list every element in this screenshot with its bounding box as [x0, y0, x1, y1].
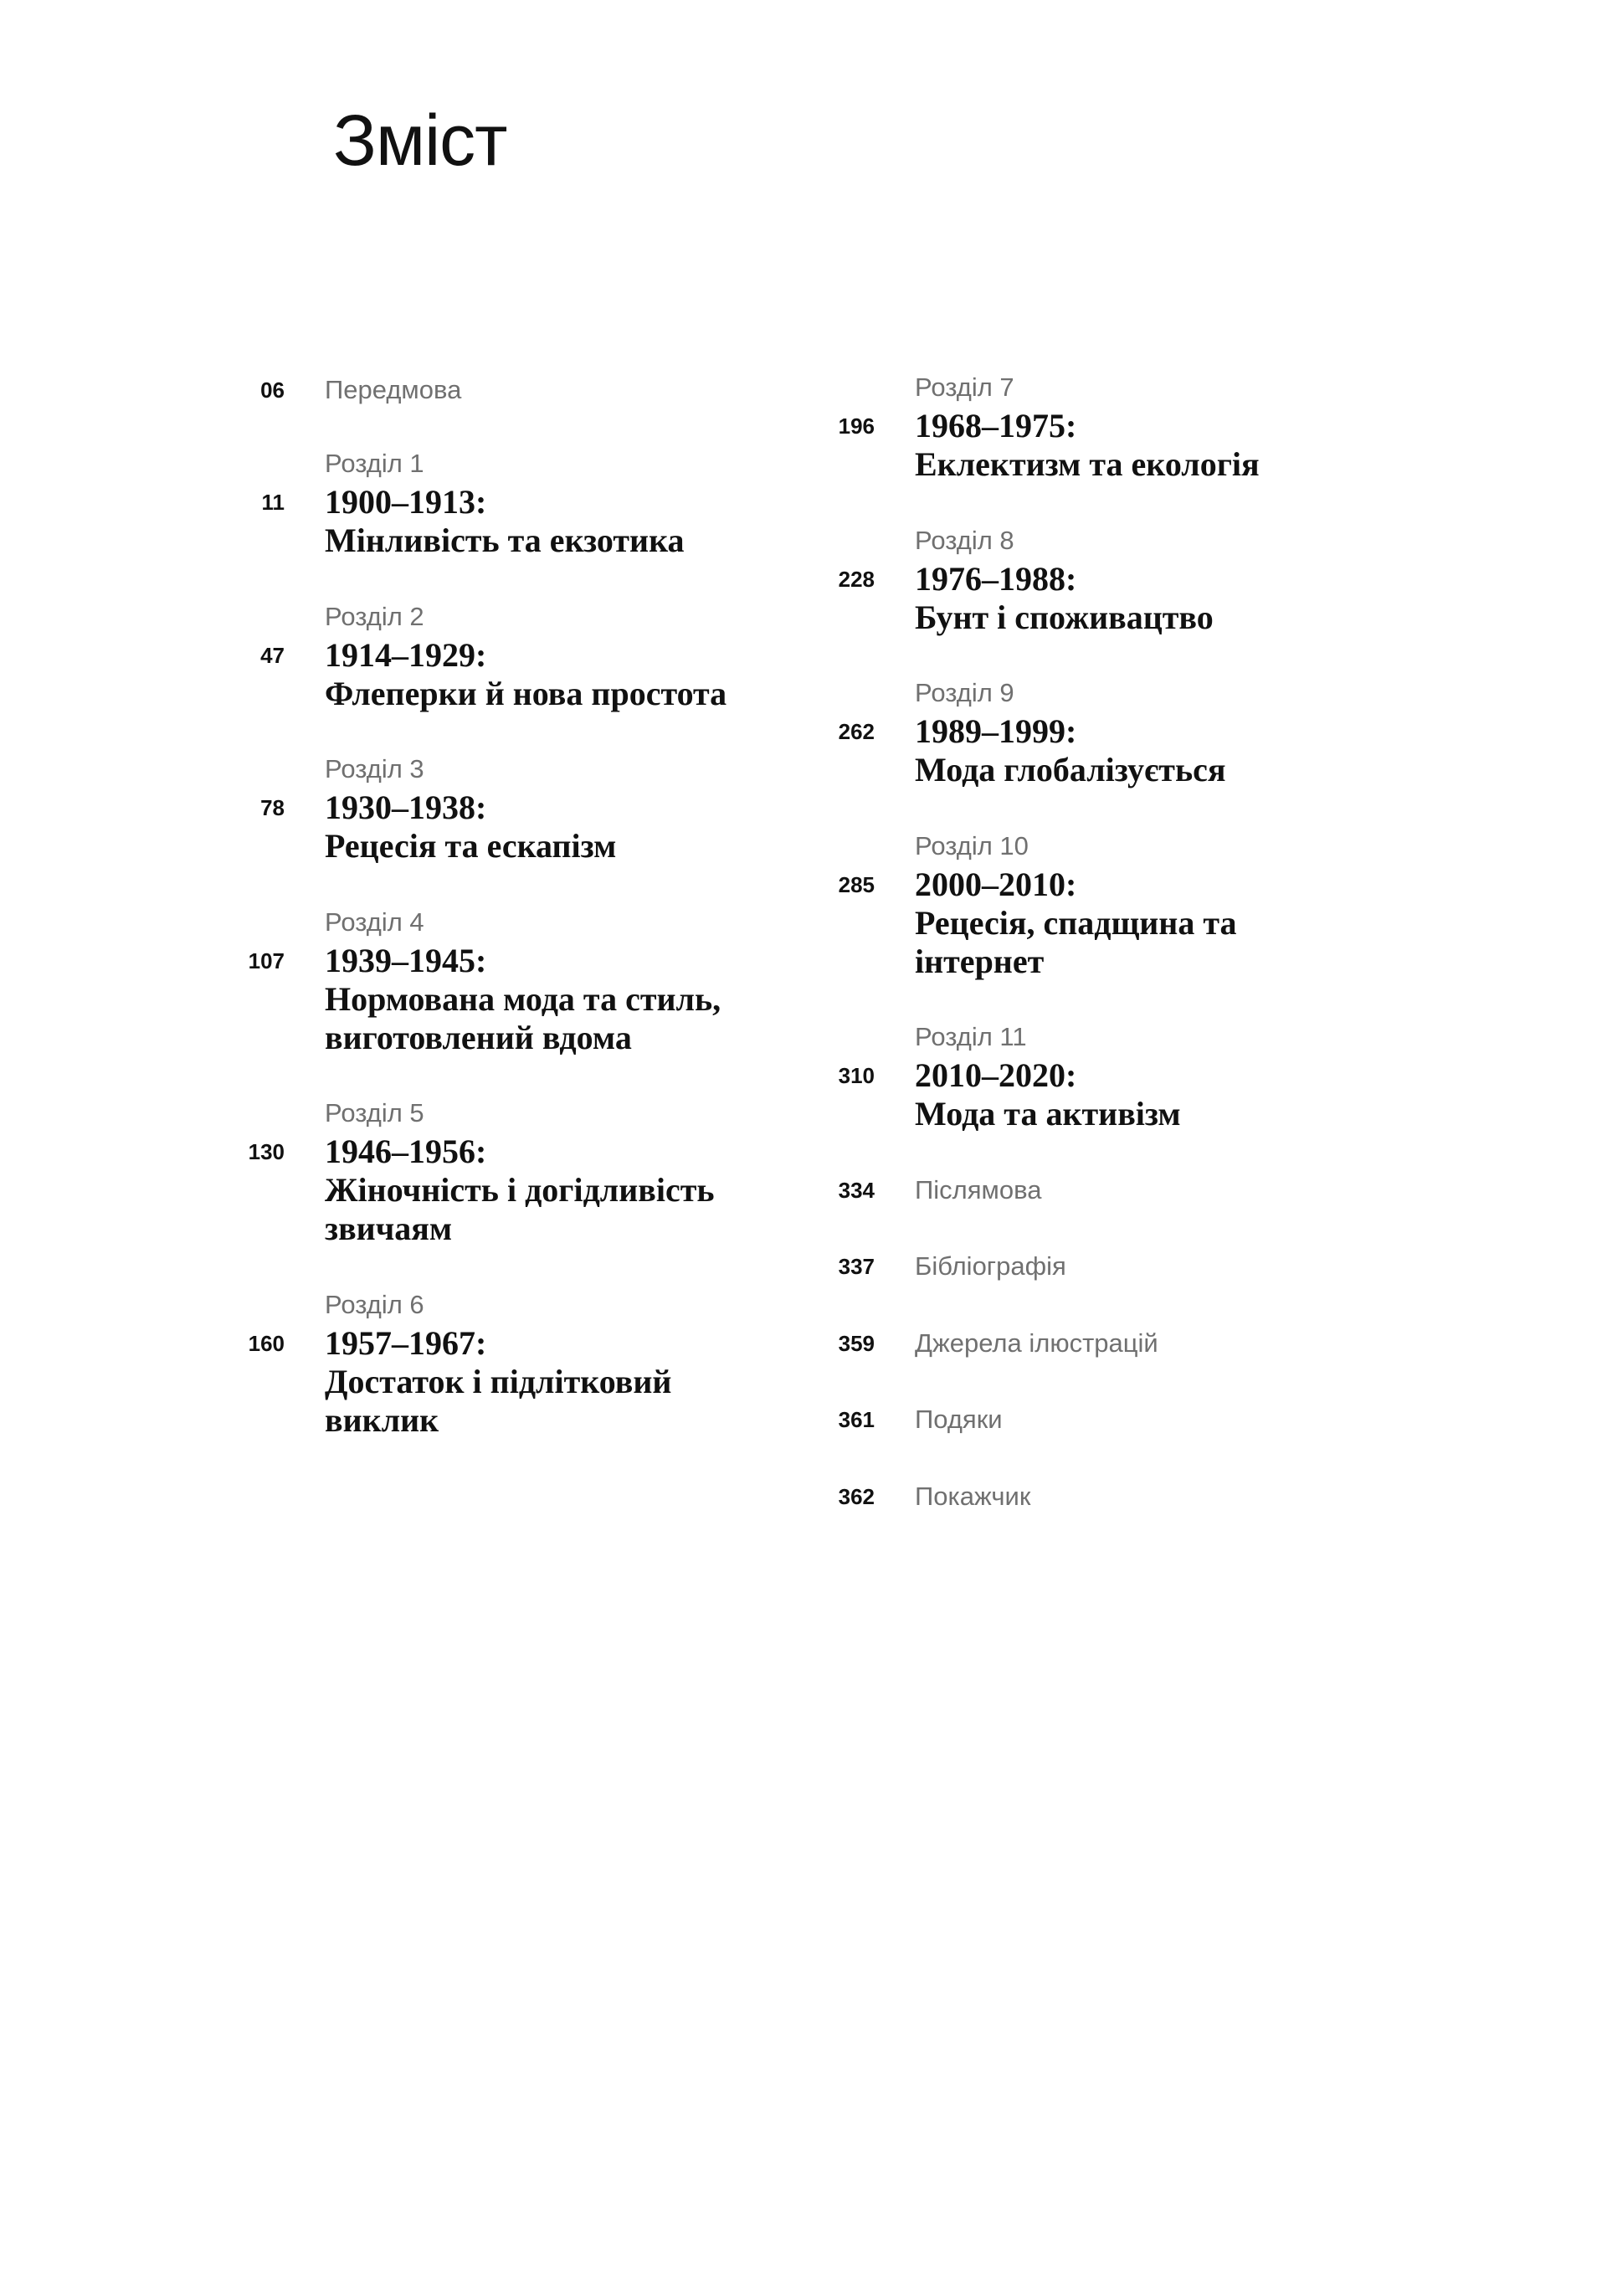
page-number: 47 [260, 643, 285, 668]
chapter-title: Мода та активізм [915, 1095, 1181, 1133]
chapter-label: Розділ 7 [915, 372, 1014, 402]
page-number: 107 [248, 948, 285, 973]
chapter-years: 1957–1967: [325, 1324, 487, 1362]
chapter-years: 1976–1988: [915, 560, 1077, 598]
chapter-label: Розділ 1 [325, 449, 424, 478]
page-number: 11 [261, 490, 285, 515]
chapter-label: Розділ 3 [325, 754, 424, 783]
chapter-title: Рецесія, спадщина та [915, 904, 1237, 942]
chapter-years: 1968–1975: [915, 407, 1077, 444]
chapter-title-line-2: виклик [325, 1401, 439, 1439]
page-number: 359 [838, 1331, 875, 1356]
chapter-title: Нормована мода та стиль, [325, 980, 721, 1018]
chapter-label: Розділ 11 [915, 1022, 1027, 1051]
entry-title: Покажчик [915, 1482, 1031, 1511]
chapter-years: 1946–1956: [325, 1133, 487, 1170]
chapter-label: Розділ 10 [915, 831, 1029, 860]
chapter-title-line-2: звичаям [325, 1210, 453, 1247]
chapter-years: 1930–1938: [325, 788, 487, 826]
chapter-years: 2010–2020: [915, 1056, 1077, 1094]
chapter-title: Мода глобалізується [915, 751, 1226, 788]
chapter-years: 1939–1945: [325, 942, 487, 979]
page-number: 262 [838, 719, 875, 744]
page-number: 310 [838, 1063, 875, 1088]
page-number: 78 [260, 795, 285, 820]
page-number: 130 [248, 1139, 285, 1164]
page-number: 361 [838, 1407, 875, 1432]
chapter-label: Розділ 8 [915, 526, 1014, 555]
page-number: 285 [838, 872, 875, 897]
entry-title: Бібліографія [915, 1251, 1066, 1281]
entry-title: Джерела ілюстрацій [915, 1328, 1158, 1358]
page-number: 337 [838, 1254, 875, 1279]
chapter-label: Розділ 9 [915, 678, 1014, 707]
entry-title: Подяки [915, 1405, 1003, 1434]
page-number: 196 [838, 413, 875, 439]
chapter-label: Розділ 6 [325, 1290, 424, 1319]
page-number: 362 [838, 1484, 875, 1509]
chapter-label: Розділ 5 [325, 1098, 424, 1127]
chapter-title: Мінливість та екзотика [325, 521, 685, 559]
page-number: 334 [838, 1178, 875, 1203]
chapter-title: Флеперки й нова простота [325, 675, 727, 712]
chapter-title: Еклектизм та екологія [915, 445, 1260, 483]
entry-title: Передмова [325, 375, 462, 404]
chapter-title-line-2: інтернет [915, 943, 1045, 980]
page-number: 06 [260, 378, 285, 403]
page-number: 228 [838, 567, 875, 592]
chapter-label: Розділ 4 [325, 907, 424, 937]
chapter-years: 2000–2010: [915, 865, 1077, 903]
chapter-years: 1900–1913: [325, 483, 487, 521]
page-title: Зміст [333, 100, 507, 181]
chapter-years: 1989–1999: [915, 712, 1077, 750]
chapter-title-line-2: виготовлений вдома [325, 1019, 632, 1056]
page-number: 160 [248, 1331, 285, 1356]
chapter-title: Рецесія та ескапізм [325, 827, 617, 865]
chapter-title: Бунт і споживацтво [915, 598, 1214, 636]
chapter-label: Розділ 2 [325, 602, 424, 631]
chapter-title: Жіночність і догідливість [325, 1171, 715, 1209]
entry-title: Післямова [915, 1175, 1042, 1205]
chapter-title: Достаток і підлітковий [325, 1363, 672, 1400]
chapter-years: 1914–1929: [325, 636, 487, 674]
